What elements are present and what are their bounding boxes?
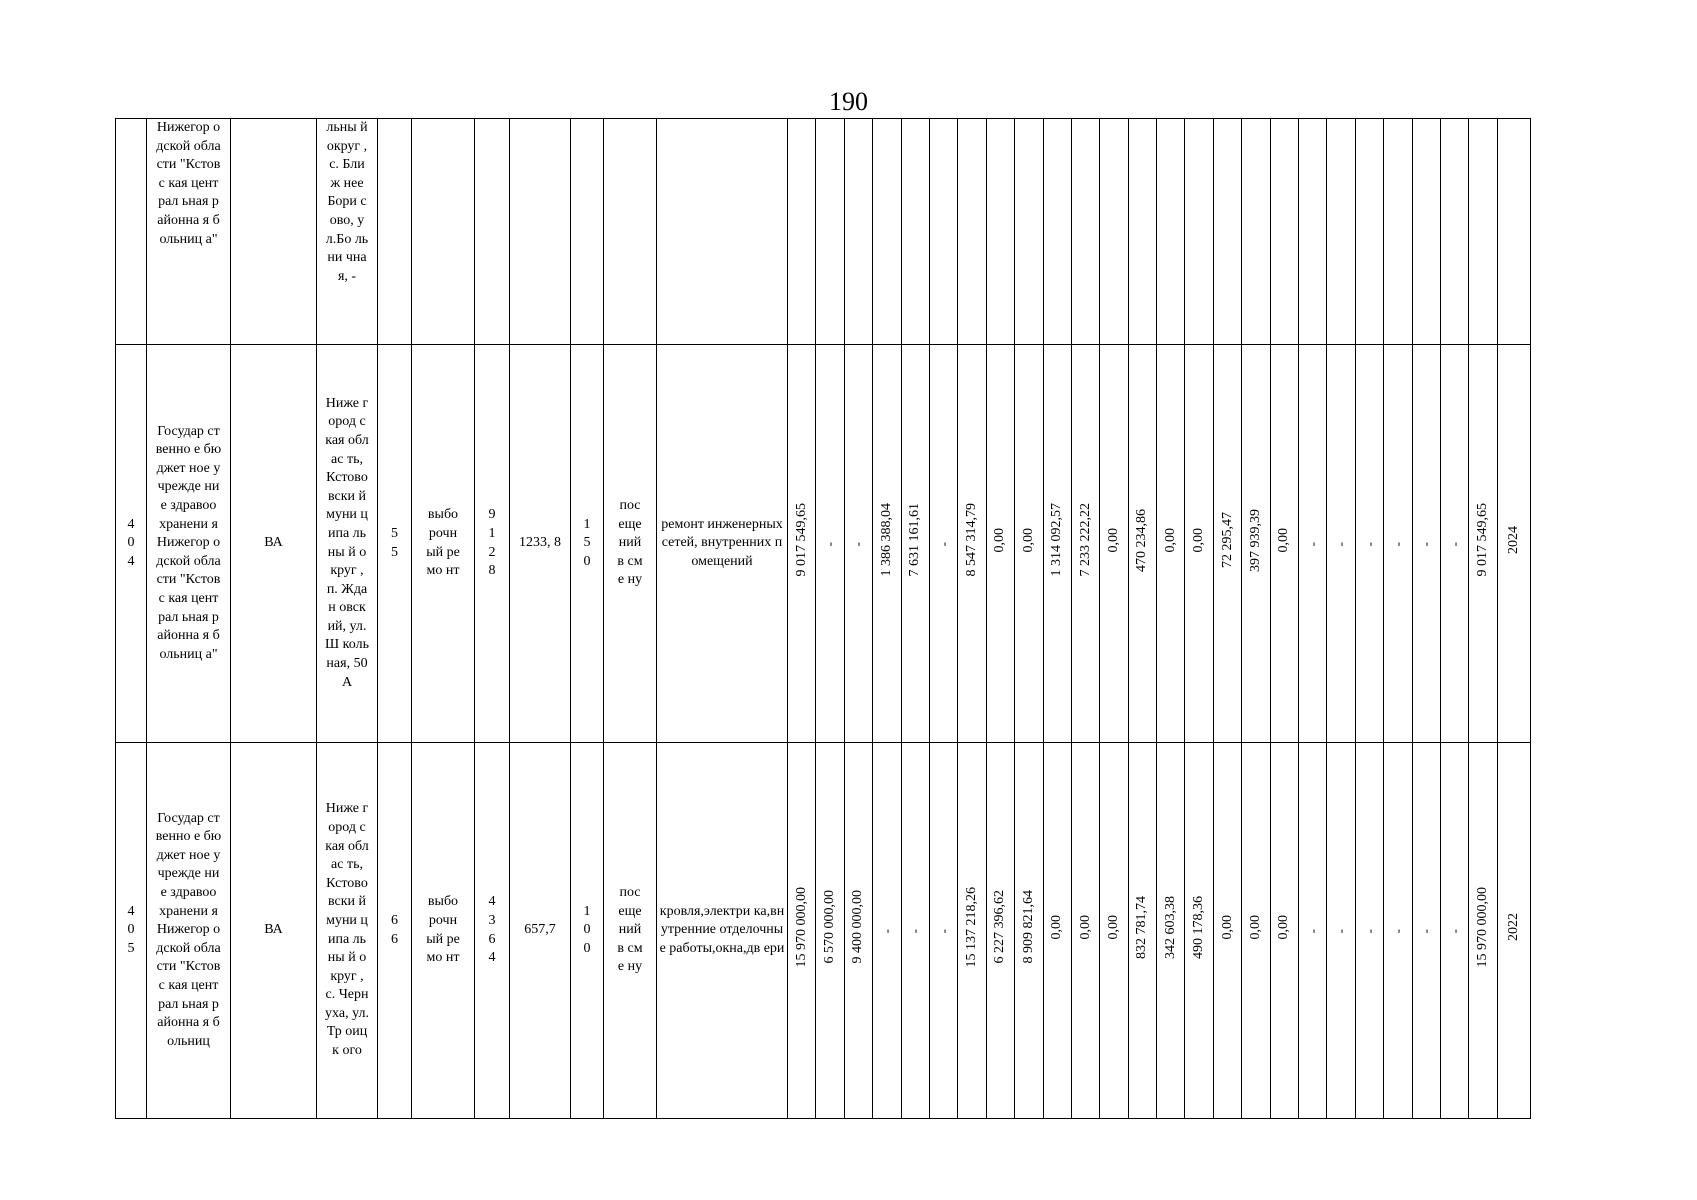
amount-19: - (1304, 928, 1320, 934)
amount-17-cell (1242, 743, 1270, 1119)
amount-11-cell (1071, 345, 1099, 743)
amount-14: 342 603,38 (1162, 895, 1178, 959)
code: ВА (264, 535, 283, 551)
amount-17-cell (1242, 345, 1270, 743)
amount-22-cell (1384, 345, 1412, 743)
code: ВА (264, 922, 283, 938)
code-cell (231, 743, 317, 1119)
amount-1: 9 017 549,65 (793, 503, 809, 577)
amount-11: 7 233 222,22 (1077, 503, 1093, 577)
amount-19-cell (1299, 345, 1327, 743)
amount-12-cell (1100, 345, 1128, 743)
amount-1: 15 970 000,00 (793, 886, 809, 968)
amount-11-cell (1071, 743, 1099, 1119)
unit-cell (604, 119, 657, 345)
amount-10-cell (1043, 119, 1071, 345)
amount-12-cell (1100, 119, 1128, 345)
address-cell (317, 345, 378, 743)
unit: пос еще ний в сме ну (617, 885, 643, 975)
amount-19-cell (1299, 743, 1327, 1119)
amount-9-cell (1015, 345, 1043, 743)
amount-2: 6 570 000,00 (822, 890, 838, 964)
col9-value-cell (571, 743, 604, 1119)
year-cell (1497, 119, 1530, 345)
amount-14-cell (1157, 345, 1185, 743)
col9-value: 150 (583, 516, 591, 569)
register-table (115, 118, 1531, 1119)
amount-6-cell (929, 119, 957, 345)
col5-value-cell (378, 743, 412, 1119)
amount-21-cell (1355, 345, 1383, 743)
amount-23-cell (1412, 345, 1440, 743)
amount-19: - (1304, 541, 1320, 547)
amount-21-cell (1355, 119, 1383, 345)
amount-8-cell (986, 345, 1014, 743)
amount-23-cell (1412, 743, 1440, 1119)
works-description: кровля,электри ка,внутренние отделочные работы,окна,дв ери (659, 903, 785, 956)
works-description-cell (657, 119, 788, 345)
amount-24-cell (1440, 119, 1468, 345)
amount-13: 832 781,74 (1134, 895, 1150, 959)
works-description-cell (657, 345, 788, 743)
amount-25-cell (1469, 345, 1497, 743)
amount-3-cell (844, 345, 872, 743)
page-number: 190 (829, 87, 868, 116)
amount-6-cell (929, 743, 957, 1119)
amount-18: 0,00 (1276, 914, 1292, 940)
amount-15: 0,00 (1191, 527, 1207, 553)
row-number-cell (116, 743, 147, 1119)
amount-9-cell (1015, 119, 1043, 345)
amount-16: 72 295,47 (1219, 512, 1235, 569)
amount-16-cell (1213, 345, 1241, 743)
amount-5-cell (901, 119, 929, 345)
amount-5: - (907, 928, 923, 934)
amount-2-cell (816, 119, 844, 345)
amount-20: - (1333, 541, 1349, 547)
table-row (116, 345, 1531, 743)
col7-value-cell (475, 743, 510, 1119)
amount-13-cell (1128, 345, 1156, 743)
amount-24-cell (1440, 743, 1468, 1119)
amount-20-cell (1327, 345, 1355, 743)
amount-7-cell (958, 119, 986, 345)
amount-6: - (935, 541, 951, 547)
address: Ниже город ская облас ть, Кстово вски й муни ципа льны й округ , с. Черн уха, ул.Тр оицк ого (325, 801, 369, 1059)
institution-name-cell (147, 743, 231, 1119)
amount-4-cell (873, 345, 901, 743)
amount-21: - (1361, 541, 1377, 547)
amount-18-cell (1270, 119, 1298, 345)
amount-8-cell (986, 743, 1014, 1119)
amount-7-cell (958, 345, 986, 743)
institution-name: Нижегор одской области "Кстовс кая централ ьная районна я больниц а" (156, 120, 221, 247)
amount-1-cell (788, 119, 816, 345)
work-type-cell (412, 345, 475, 743)
area: 1233, 8 (519, 535, 561, 551)
col7-value-cell (475, 119, 510, 345)
amount-4-cell (873, 743, 901, 1119)
amount-15-cell (1185, 345, 1213, 743)
amount-8-cell (986, 119, 1014, 345)
col5-value: 66 (391, 912, 398, 947)
area-cell (510, 345, 571, 743)
amount-16: 0,00 (1219, 914, 1235, 940)
address: Ниже город ская облас ть, Кстово вски й муни ципа льны й округ , п. Ждан овск ий, ул.Ш коль ная, 50А (325, 395, 369, 690)
amount-5: 7 631 161,61 (907, 503, 923, 577)
col9-value-cell (571, 345, 604, 743)
address-cell (317, 743, 378, 1119)
amount-17-cell (1242, 119, 1270, 345)
amount-22: - (1389, 928, 1405, 934)
amount-23-cell (1412, 119, 1440, 345)
amount-18-cell (1270, 345, 1298, 743)
work-type-cell (412, 743, 475, 1119)
amount-15-cell (1185, 119, 1213, 345)
amount-3: 9 400 000,00 (850, 890, 866, 964)
amount-13: 470 234,86 (1134, 508, 1150, 572)
unit-cell (604, 345, 657, 743)
amount-12: 0,00 (1105, 527, 1121, 553)
amount-15-cell (1185, 743, 1213, 1119)
col7-value-cell (475, 345, 510, 743)
year: 2024 (1505, 526, 1521, 555)
amount-25: 9 017 549,65 (1475, 503, 1491, 577)
works-description-cell (657, 743, 788, 1119)
table-row (116, 119, 1531, 345)
work-type-cell (412, 119, 475, 345)
amount-6-cell (929, 345, 957, 743)
work-type: выбо рочн ый ремо нт (426, 894, 460, 966)
year-cell (1497, 743, 1530, 1119)
work-type: выбо рочн ый ремо нт (426, 507, 460, 579)
area-cell (510, 743, 571, 1119)
works-description: ремонт инженерных сетей, внутренних помещений (661, 516, 783, 569)
amount-17: 0,00 (1247, 914, 1263, 940)
amount-11-cell (1071, 119, 1099, 345)
amount-9: 8 909 821,64 (1020, 890, 1036, 964)
address: льны й округ , с. Ближ нее Бори сово, ул.Бо льни чная, - (325, 120, 369, 284)
row-number: 405 (127, 903, 135, 956)
col7-value: 9128 (488, 507, 496, 579)
amount-5-cell (901, 345, 929, 743)
amount-18-cell (1270, 743, 1298, 1119)
amount-14-cell (1157, 119, 1185, 345)
address-cell (317, 119, 378, 345)
area: 657,7 (524, 922, 556, 938)
amount-4: 1 386 388,04 (878, 503, 894, 577)
amount-5-cell (901, 743, 929, 1119)
amount-22-cell (1384, 743, 1412, 1119)
amount-24-cell (1440, 345, 1468, 743)
amount-12-cell (1100, 743, 1128, 1119)
amount-2: - (822, 541, 838, 547)
institution-name-cell (147, 119, 231, 345)
col9-value: 100 (583, 903, 591, 956)
amount-1-cell (788, 345, 816, 743)
amount-15: 490 178,36 (1191, 895, 1207, 959)
unit-cell (604, 743, 657, 1119)
col7-value: 4364 (488, 894, 496, 966)
amount-2-cell (816, 743, 844, 1119)
amount-20-cell (1327, 743, 1355, 1119)
row-number-cell (116, 119, 147, 345)
amount-7: 8 547 314,79 (964, 503, 980, 577)
col5-value: 55 (391, 525, 398, 560)
amount-22-cell (1384, 119, 1412, 345)
amount-6: - (935, 928, 951, 934)
amount-19-cell (1299, 119, 1327, 345)
col5-value-cell (378, 345, 412, 743)
amount-24: - (1446, 928, 1462, 934)
amount-10: 0,00 (1049, 914, 1065, 940)
amount-18: 0,00 (1276, 527, 1292, 553)
amount-24: - (1446, 541, 1462, 547)
amount-9-cell (1015, 743, 1043, 1119)
amount-1-cell (788, 743, 816, 1119)
institution-name: Государ ственно е бюджет ное учрежде ние здравоо хранени я Нижегор одской области "Кстовс кая централ ьная районна я больниц а" (155, 423, 222, 662)
row-number-cell (116, 345, 147, 743)
amount-16-cell (1213, 119, 1241, 345)
amount-3-cell (844, 119, 872, 345)
amount-3: - (850, 541, 866, 547)
amount-10: 1 314 092,57 (1049, 503, 1065, 577)
amount-20-cell (1327, 119, 1355, 345)
amount-23: - (1418, 541, 1434, 547)
amount-3-cell (844, 743, 872, 1119)
amount-21-cell (1355, 743, 1383, 1119)
amount-22: - (1389, 541, 1405, 547)
year: 2022 (1505, 913, 1521, 942)
amount-17: 397 939,39 (1247, 508, 1263, 572)
amount-14: 0,00 (1162, 527, 1178, 553)
amount-20: - (1333, 928, 1349, 934)
amount-16-cell (1213, 743, 1241, 1119)
amount-4: - (878, 928, 894, 934)
col9-value-cell (571, 119, 604, 345)
amount-10-cell (1043, 345, 1071, 743)
amount-8: 6 227 396,62 (992, 890, 1008, 964)
amount-12: 0,00 (1105, 914, 1121, 940)
institution-name: Государ ственно е бюджет ное учрежде ние здравоо хранени я Нижегор одской области "Кстовс кая централ ьная районна я больниц (155, 810, 222, 1049)
amount-23: - (1418, 928, 1434, 934)
amount-11: 0,00 (1077, 914, 1093, 940)
amount-2-cell (816, 345, 844, 743)
code-cell (231, 345, 317, 743)
amount-25: 15 970 000,00 (1475, 886, 1491, 968)
row-number: 404 (127, 516, 135, 569)
area-cell (510, 119, 571, 345)
year-cell (1497, 345, 1530, 743)
institution-name-cell (147, 345, 231, 743)
amount-7: 15 137 218,26 (964, 886, 980, 968)
unit: пос еще ний в сме ну (617, 498, 643, 588)
amount-7-cell (958, 743, 986, 1119)
amount-8: 0,00 (992, 527, 1008, 553)
amount-13-cell (1128, 119, 1156, 345)
table-row (116, 743, 1531, 1119)
amount-4-cell (873, 119, 901, 345)
amount-25-cell (1469, 119, 1497, 345)
amount-21: - (1361, 928, 1377, 934)
col5-value-cell (378, 119, 412, 345)
amount-13-cell (1128, 743, 1156, 1119)
amount-25-cell (1469, 743, 1497, 1119)
code-cell (231, 119, 317, 345)
amount-10-cell (1043, 743, 1071, 1119)
amount-9: 0,00 (1020, 527, 1036, 553)
amount-14-cell (1157, 743, 1185, 1119)
